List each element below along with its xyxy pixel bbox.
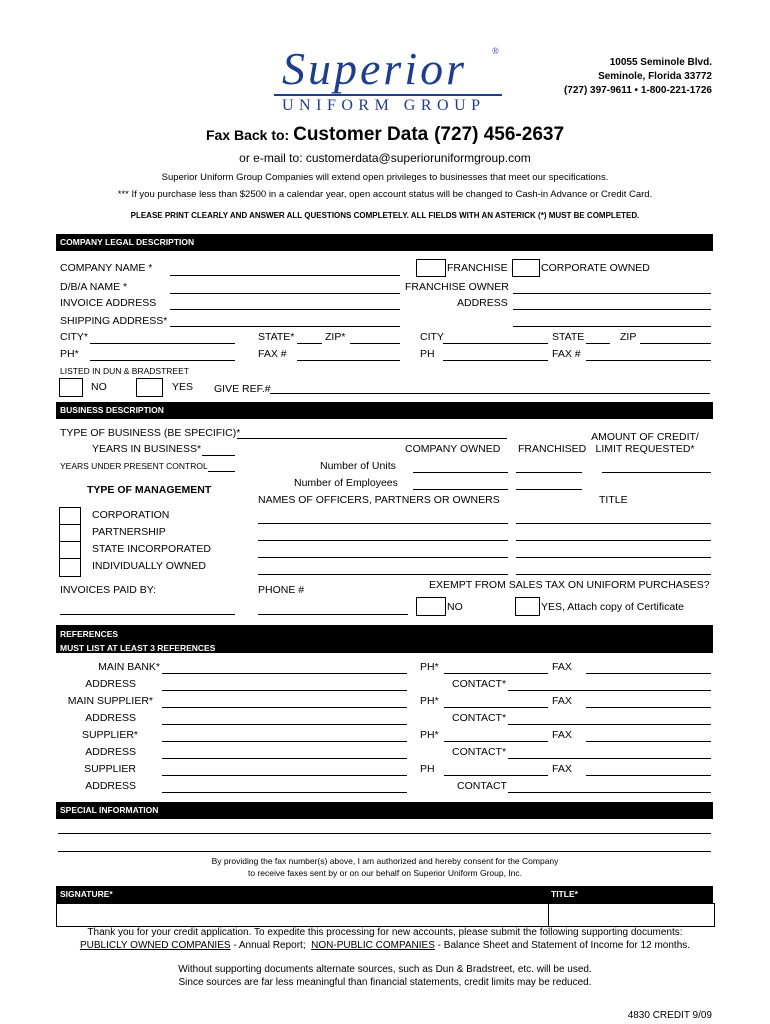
exempt-yes-label: YES, Attach copy of Certificate (541, 601, 684, 613)
logo-sub: UNIFORM GROUP (282, 97, 486, 114)
form-code: 4830 CREDIT 9/09 (627, 1010, 712, 1021)
title-sig-field[interactable] (548, 903, 715, 927)
mgmt-corporation-label: CORPORATION (92, 509, 170, 521)
officer-name-field-4[interactable] (258, 574, 508, 575)
officer-title-field-2[interactable] (516, 540, 711, 541)
ref-row-6-ph-field[interactable] (444, 775, 548, 776)
address-line3: (727) 397-9611 • 1-800-221-1726 (563, 85, 712, 96)
exempt-label: EXEMPT FROM SALES TAX ON UNIFORM PURCHASES? (429, 579, 710, 591)
ref-row-2-field[interactable] (162, 707, 407, 708)
company-address (564, 56, 712, 98)
give-ref-label: GIVE REF.# (214, 383, 271, 395)
zip-field[interactable] (350, 343, 400, 344)
consent-line2: to receive faxes sent by or on our behalf on Superior Uniform Group, Inc. (247, 868, 523, 878)
ref-row-6-fax-label: FAX (552, 763, 572, 775)
fax2-field[interactable] (586, 360, 711, 361)
fax-name: Customer Data (293, 124, 429, 145)
ref-row-6-label: SUPPLIER (84, 763, 136, 775)
ref-row-4-ph-label: PH* (420, 729, 439, 741)
units-franchised-field[interactable] (516, 472, 582, 473)
officer-title-field-3[interactable] (516, 557, 711, 558)
franchise-owner-field[interactable] (513, 293, 711, 294)
title-sig-label: TITLE* (551, 889, 578, 899)
ref-row-4-field[interactable] (162, 741, 407, 742)
ref-row-7-field[interactable] (162, 792, 407, 793)
ref-row-3-label: ADDRESS (85, 712, 136, 724)
mgmt-partnership-label: PARTNERSHIP (92, 526, 166, 538)
special-info-field-1[interactable] (58, 833, 711, 834)
dba-label: D/B/A NAME * (60, 281, 128, 293)
officer-title-field-4[interactable] (516, 574, 711, 575)
state-label: STATE* (258, 331, 295, 343)
ref-row-7-contact-label: CONTACT (457, 780, 507, 792)
footer-alt1: Without supporting documents alternate sources, such as Dun & Bradstreet, etc. will be used. (178, 964, 592, 975)
give-ref-field[interactable] (270, 393, 710, 394)
ref-row-6-fax-field[interactable] (586, 775, 711, 776)
ref-row-2-ph-field[interactable] (444, 707, 548, 708)
corporate-owned-checkbox[interactable] (512, 259, 540, 277)
exempt-no-label: NO (447, 601, 463, 613)
fax2-label: FAX # (552, 348, 581, 360)
franchise-address-field-2[interactable] (513, 326, 711, 327)
corporate-owned-label: CORPORATE OWNED (541, 262, 650, 274)
references-title: REFERENCES (60, 629, 119, 639)
intro-line3: PLEASE PRINT CLEARLY AND ANSWER ALL QUESTIONS COMPLETELY. ALL FIELDS WITH AN ASTERICK (*) MUST BE COMPLETED. (130, 211, 640, 220)
officers-title-label: TITLE (599, 494, 628, 506)
employees-company-field[interactable] (413, 489, 508, 490)
officer-name-field-1[interactable] (258, 523, 508, 524)
ref-row-0-field[interactable] (162, 673, 407, 674)
mgmt-individual-label: INDIVIDUALLY OWNED (92, 560, 206, 572)
phone-label: PHONE # (258, 584, 305, 596)
ref-row-5-contact-label: CONTACT* (452, 746, 507, 758)
dun-no-label: NO (91, 381, 107, 393)
footer-nonpublic: NON-PUBLIC COMPANIES (311, 940, 435, 951)
footer-nonpublic-rest: - Balance Sheet and Statement of Income for 12 months. (434, 940, 691, 951)
address-line2: Seminole, Florida 33772 (598, 71, 712, 82)
footer-public: PUBLICLY OWNED COMPANIES (79, 940, 231, 951)
years-control-field[interactable] (208, 471, 235, 472)
ref-row-5-field[interactable] (162, 758, 407, 759)
ref-row-5-contact-field[interactable] (508, 758, 711, 759)
address-line1: 10055 Seminole Blvd. (609, 57, 712, 68)
zip-label: ZIP* (325, 331, 346, 343)
invoices-paid-field[interactable] (60, 614, 235, 615)
footer-alt2: Since sources are far less meaningful than financial statements, credit limits may be reduced. (178, 977, 592, 988)
company-name-field[interactable] (170, 275, 400, 276)
ref-row-2-label: MAIN SUPPLIER* (67, 695, 153, 707)
ph-field[interactable] (90, 360, 235, 361)
section-references-bar (56, 625, 713, 653)
shipping-address-label: SHIPPING ADDRESS* (60, 315, 168, 327)
fax-prefix: Fax Back to: (205, 127, 294, 143)
invoices-paid-label: INVOICES PAID BY: (60, 584, 157, 596)
ph2-field[interactable] (443, 360, 548, 361)
dun-no-checkbox[interactable] (59, 378, 83, 397)
fax-label: FAX # (258, 348, 287, 360)
city2-field[interactable] (443, 343, 548, 344)
ref-row-0-label: MAIN BANK* (98, 661, 160, 673)
fax-email: or e-mail to: customerdata@superioruniformgroup.com (239, 151, 531, 165)
state2-label: STATE (552, 331, 585, 343)
footer-thanks: Thank you for your credit application. To expedite this processing for new accounts, please submit the following supporting documents: (87, 927, 683, 938)
fax-heading (0, 124, 770, 146)
ref-row-1-field[interactable] (162, 690, 407, 691)
logo-word: Superior (282, 43, 467, 94)
state-field[interactable] (297, 343, 322, 344)
ph-label: PH* (60, 348, 79, 360)
years-in-business-label: YEARS IN BUSINESS* (92, 443, 202, 455)
ph2-label: PH (420, 348, 435, 360)
franchise-address-label: ADDRESS (457, 297, 508, 309)
credit-label (590, 431, 700, 455)
fax-field[interactable] (297, 360, 400, 361)
section-company-bar: COMPANY LEGAL DESCRIPTION (56, 234, 713, 251)
dun-yes-checkbox[interactable] (136, 378, 163, 397)
years-control-label: YEARS UNDER PRESENT CONTROL (60, 461, 208, 471)
intro-line2: *** If you purchase less than $2500 in a calendar year, open account status will be changed to Cash-in Advance or Credit Card. (117, 189, 653, 200)
ref-row-2-ph-label: PH* (420, 695, 439, 707)
employees-label: Number of Employees (294, 477, 398, 489)
mgmt-state-inc-label: STATE INCORPORATED (92, 543, 212, 555)
franchised-label: FRANCHISED (518, 443, 587, 455)
logo-rule (274, 94, 502, 96)
ref-row-3-contact-label: CONTACT* (452, 712, 507, 724)
ref-row-1-contact-label: CONTACT* (452, 678, 507, 690)
ref-row-0-fax-label: FAX (552, 661, 572, 673)
ref-row-3-field[interactable] (162, 724, 407, 725)
dun-yes-label: YES (172, 381, 194, 393)
special-info-field-2[interactable] (58, 851, 711, 852)
mgmt-individual-checkbox[interactable] (59, 558, 81, 577)
signature-field[interactable] (56, 903, 550, 927)
references-must: MUST LIST AT LEAST 3 REFERENCES (60, 643, 216, 653)
invoice-address-field[interactable] (170, 309, 400, 310)
city-field[interactable] (90, 343, 235, 344)
state2-field[interactable] (586, 343, 610, 344)
ref-row-5-label: ADDRESS (85, 746, 136, 758)
ref-row-4-ph-field[interactable] (444, 741, 548, 742)
shipping-address-field[interactable] (170, 326, 400, 327)
type-of-management-label: TYPE OF MANAGEMENT (87, 484, 212, 496)
credit-field[interactable] (602, 472, 711, 473)
fax-number: (727) 456-2637 (434, 124, 565, 145)
footer-public-rest: - Annual Report; (230, 940, 312, 951)
ref-row-3-contact-field[interactable] (508, 724, 711, 725)
signature-bar (56, 886, 713, 903)
ref-row-0-ph-label: PH* (420, 661, 439, 673)
officers-label: NAMES OF OFFICERS, PARTNERS OR OWNERS (258, 494, 500, 506)
dun-label: LISTED IN DUN & BRADSTREET (60, 366, 189, 376)
type-of-business-label: TYPE OF BUSINESS (BE SPECIFIC)* (60, 427, 241, 439)
units-label: Number of Units (320, 460, 396, 472)
franchise-owner-label: FRANCHISE OWNER (405, 281, 509, 293)
officer-title-field-1[interactable] (516, 523, 711, 524)
ref-row-1-label: ADDRESS (85, 678, 136, 690)
consent-line1: By providing the fax number(s) above, I am authorized and hereby consent for the Company (211, 856, 559, 866)
ref-row-4-label: SUPPLIER* (81, 729, 138, 741)
officer-name-field-3[interactable] (258, 557, 508, 558)
intro-line1: Superior Uniform Group Companies will extend open privileges to businesses that meet our specifications. (161, 172, 609, 183)
ref-row-6-ph-label: PH (420, 763, 435, 775)
footer-docs (0, 940, 770, 951)
section-special-bar: SPECIAL INFORMATION (56, 802, 713, 819)
section-business-bar: BUSINESS DESCRIPTION (56, 402, 713, 419)
logo-reg: ® (492, 46, 499, 56)
phone-field[interactable] (258, 614, 408, 615)
exempt-yes-checkbox[interactable] (515, 597, 540, 616)
ref-row-7-contact-field[interactable] (508, 792, 711, 793)
credit-label-1: AMOUNT OF CREDIT/ (591, 431, 699, 443)
zip2-label: ZIP (620, 331, 637, 343)
dba-field[interactable] (170, 293, 400, 294)
units-company-field[interactable] (413, 472, 508, 473)
ref-row-0-ph-field[interactable] (444, 673, 548, 674)
franchise-address-field[interactable] (513, 309, 711, 310)
company-name-label: COMPANY NAME * (60, 262, 153, 274)
ref-row-4-fax-field[interactable] (586, 741, 711, 742)
city2-label: CITY (420, 331, 444, 343)
ref-row-6-field[interactable] (162, 775, 407, 776)
ref-row-1-contact-field[interactable] (508, 690, 711, 691)
years-in-business-field[interactable] (202, 455, 235, 456)
zip2-field[interactable] (640, 343, 711, 344)
franchise-label: FRANCHISE (447, 262, 508, 274)
ref-row-2-fax-field[interactable] (586, 707, 711, 708)
ref-row-2-fax-label: FAX (552, 695, 572, 707)
franchise-checkbox[interactable] (416, 259, 446, 277)
exempt-no-checkbox[interactable] (416, 597, 446, 616)
invoice-address-label: INVOICE ADDRESS (60, 297, 157, 309)
employees-franchised-field[interactable] (516, 489, 582, 490)
ref-row-7-label: ADDRESS (85, 780, 136, 792)
city-label: CITY* (60, 331, 89, 343)
type-of-business-field[interactable] (237, 438, 507, 439)
credit-label-2: LIMIT REQUESTED* (595, 443, 695, 455)
officer-name-field-2[interactable] (258, 540, 508, 541)
ref-row-4-fax-label: FAX (552, 729, 572, 741)
ref-row-0-fax-field[interactable] (586, 673, 711, 674)
signature-label: SIGNATURE* (60, 889, 113, 899)
company-owned-label: COMPANY OWNED (405, 443, 501, 455)
